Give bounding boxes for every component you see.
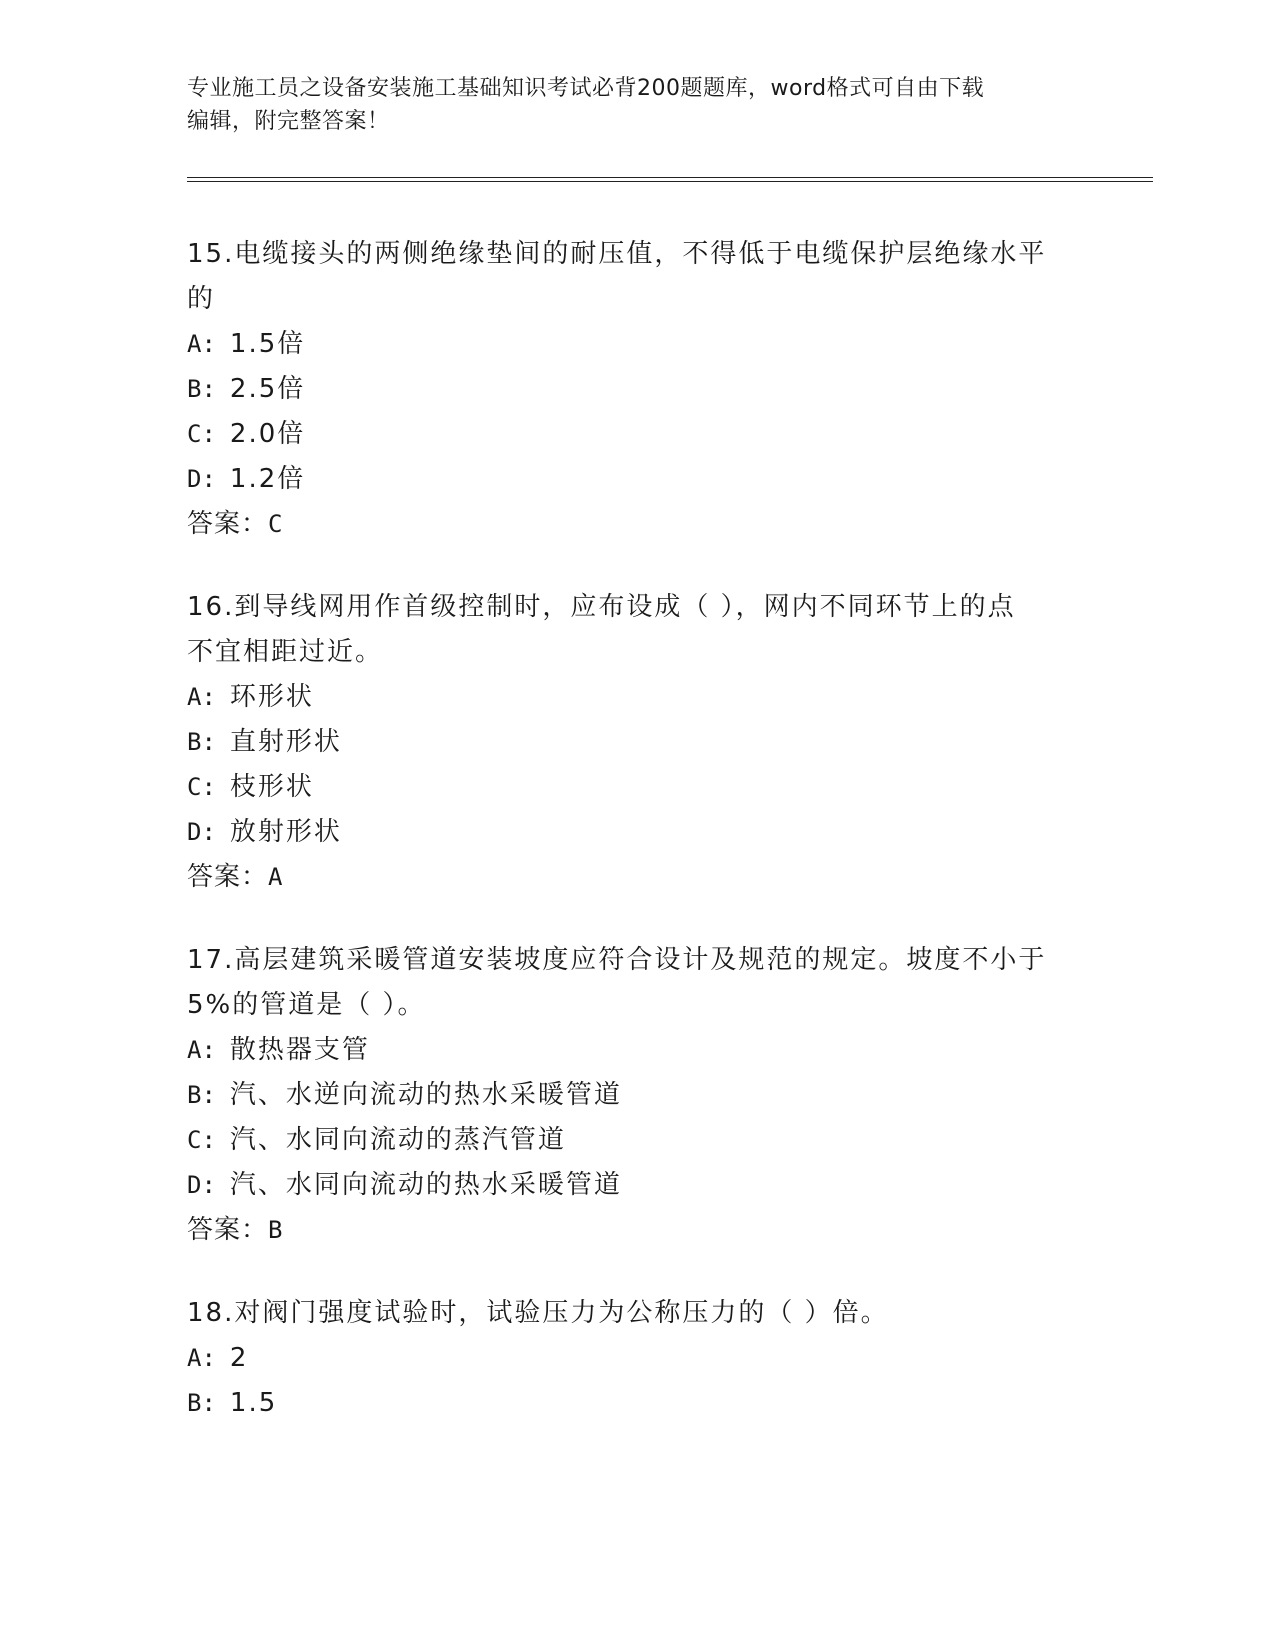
option-key: B:: [187, 375, 216, 403]
answer-value: C: [268, 510, 284, 538]
answer-line: [187, 1208, 1087, 1253]
option-text: 汽、水同向流动的蒸汽管道: [229, 1125, 566, 1155]
option-text: 放射形状: [229, 817, 342, 847]
option-text: 环形状: [229, 682, 314, 712]
option-d: [187, 457, 1087, 502]
option-key: C:: [187, 773, 216, 801]
option-key: D:: [187, 818, 216, 846]
option-key: B:: [187, 1081, 216, 1109]
question-stem-continued: 的: [187, 284, 216, 314]
option-key: A:: [187, 683, 216, 711]
option-c: [187, 765, 1087, 810]
answer-line: [187, 855, 1087, 900]
option-b: [187, 1381, 1087, 1426]
answer-label: 答案：: [187, 1215, 269, 1245]
option-b: [187, 720, 1087, 765]
option-a: [187, 1336, 1087, 1381]
question-stem: 16.到导线网用作首级控制时，应布设成（ ），网内不同环节上的点: [187, 592, 1016, 622]
option-text: 2.0倍: [229, 419, 306, 449]
answer-label: 答案：: [187, 862, 269, 892]
option-text: 枝形状: [229, 772, 314, 802]
question-stem-continued: 5%的管道是（ ）。: [187, 990, 426, 1020]
question-17: [187, 938, 1087, 1253]
question-stem: 18.对阀门强度试验时，试验压力为公称压力的（ ）倍。: [187, 1298, 889, 1328]
option-a: [187, 1028, 1087, 1073]
question-16: [187, 585, 1087, 900]
question-list: [187, 232, 1087, 1464]
option-key: A:: [187, 1344, 216, 1372]
header-line-2: 编辑，附完整答案！: [187, 109, 390, 134]
option-d: [187, 1163, 1087, 1208]
option-text: 直射形状: [229, 727, 342, 757]
question-18: [187, 1291, 1087, 1426]
header-divider-bottom: [187, 181, 1153, 182]
option-d: [187, 810, 1087, 855]
question-stem: 17.高层建筑采暖管道安装坡度应符合设计及规范的规定。坡度不小于: [187, 945, 1047, 975]
option-text: 1.5倍: [229, 329, 306, 359]
answer-value: B: [268, 1216, 284, 1244]
option-b: [187, 1073, 1087, 1118]
option-text: 2.5倍: [229, 374, 306, 404]
option-a: [187, 322, 1087, 367]
option-text: 1.5: [229, 1388, 278, 1418]
option-key: D:: [187, 1171, 216, 1199]
option-text: 汽、水逆向流动的热水采暖管道: [229, 1080, 622, 1110]
option-b: [187, 367, 1087, 412]
option-c: [187, 1118, 1087, 1163]
option-text: 汽、水同向流动的热水采暖管道: [229, 1170, 622, 1200]
document-header: [187, 72, 1087, 138]
option-key: D:: [187, 465, 216, 493]
option-key: A:: [187, 1036, 216, 1064]
answer-label: 答案：: [187, 509, 269, 539]
option-key: C:: [187, 420, 216, 448]
option-key: C:: [187, 1126, 216, 1154]
header-line-1: 专业施工员之设备安装施工基础知识考试必背200题题库，word格式可自由下载: [187, 76, 985, 101]
question-15: [187, 232, 1087, 547]
option-key: B:: [187, 728, 216, 756]
answer-value: A: [268, 863, 284, 891]
question-stem: 15.电缆接头的两侧绝缘垫间的耐压值，不得低于电缆保护层绝缘水平: [187, 239, 1047, 269]
option-a: [187, 675, 1087, 720]
option-key: B:: [187, 1389, 216, 1417]
option-key: A:: [187, 330, 216, 358]
header-divider-top: [187, 177, 1153, 178]
option-text: 散热器支管: [229, 1035, 370, 1065]
option-text: 1.2倍: [229, 464, 306, 494]
option-text: 2: [229, 1343, 249, 1373]
option-c: [187, 412, 1087, 457]
answer-line: [187, 502, 1087, 547]
question-stem-continued: 不宜相距过近。: [187, 637, 384, 667]
